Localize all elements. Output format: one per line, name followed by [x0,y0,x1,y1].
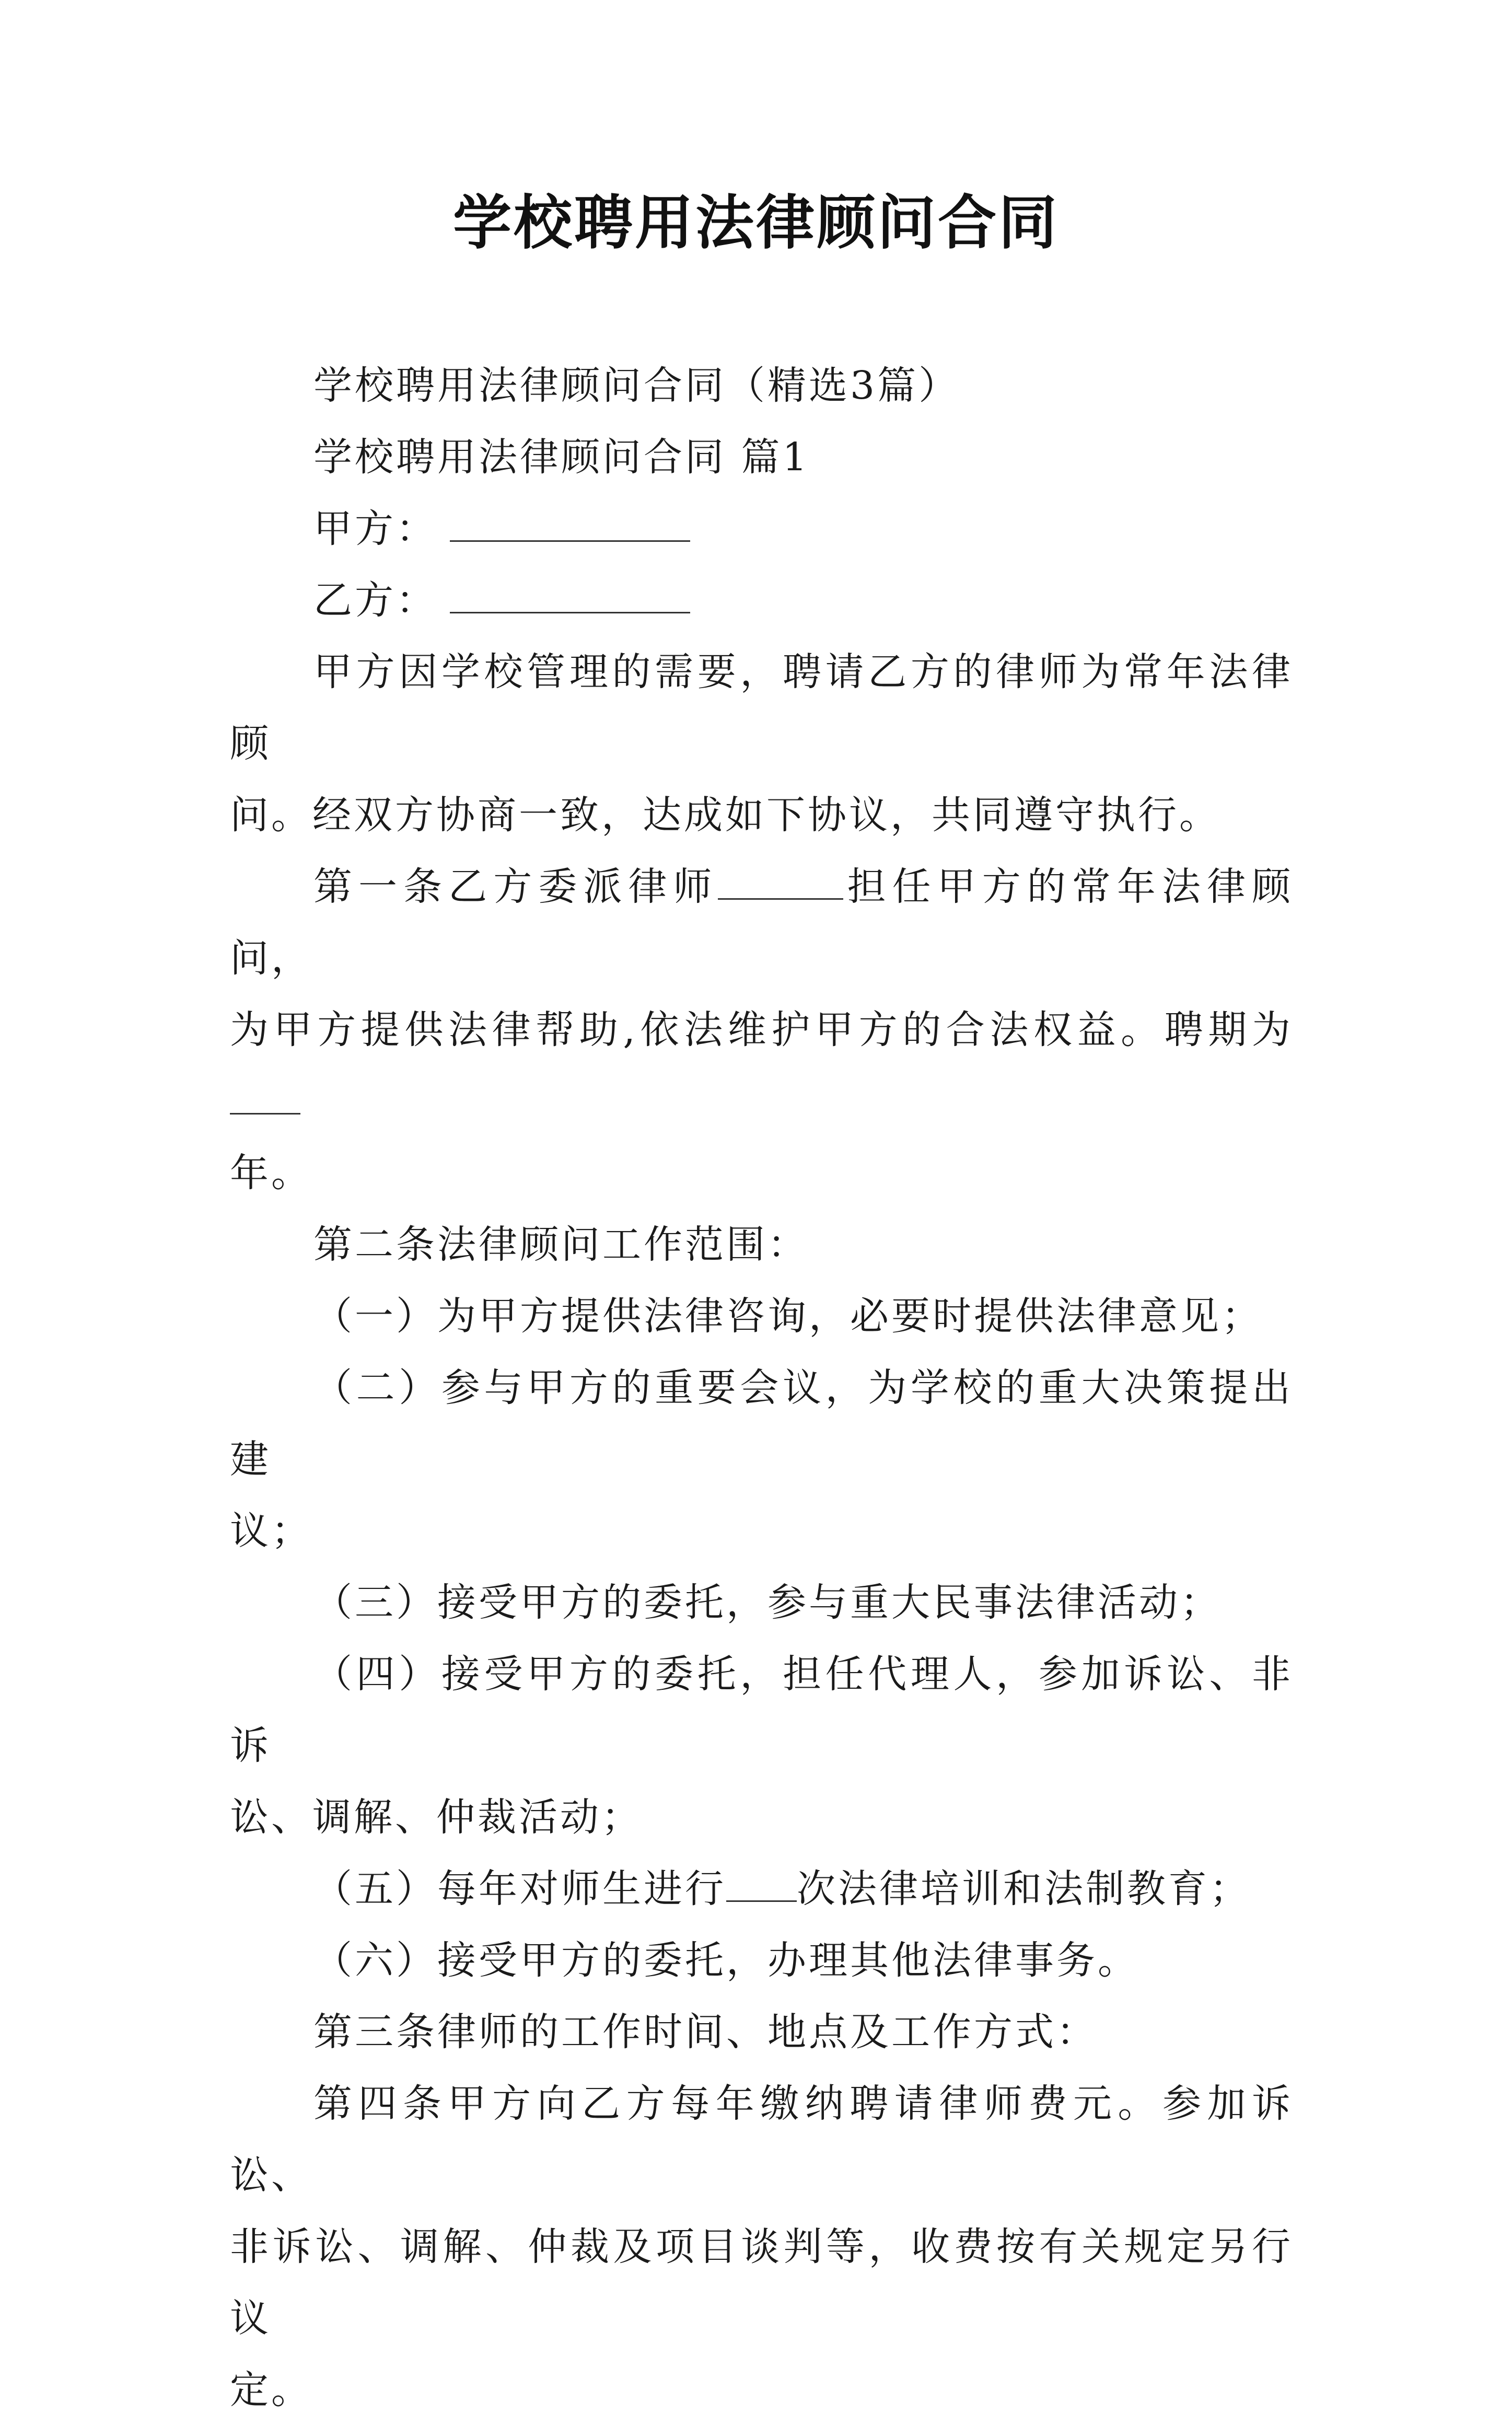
article1-line2 [230,994,1293,1137]
scope-item-5-text-a: （五）每年对师生进行 [313,1866,726,1911]
article3: 第三条律师的工作时间、地点及工作方式： [313,2010,1098,2054]
training-count-blank [726,1867,797,1902]
scope-item-3: （三）接受甲方的委托，参与重大民事法律活动； [313,1580,1222,1625]
scope-item-2-line1: （二）参与甲方的重要会议，为学校的重大决策提出建 [230,1365,1293,1482]
scope-item-1: （一）为甲方提供法律咨询，必要时提供法律意见； [313,1294,1263,1339]
document-body [230,350,1293,2426]
party-b-label: 乙方： [313,578,437,623]
scope-item-4-line2: 讼、调解、仲裁活动； [230,1795,643,1840]
party-a-blank [450,507,690,542]
article1-line1 [230,851,1293,994]
article4-line1: 第四条甲方向乙方每年缴纳聘请律师费元。参加诉讼、 [230,2081,1293,2198]
lawyer-name-blank [718,865,843,900]
scope-item-6: （六）接受甲方的委托，办理其他法律事务。 [313,1938,1139,1983]
article4-line3: 定。 [230,2367,312,2412]
article4-line2: 非诉讼、调解、仲裁及项目谈判等，收费按有关规定另行议 [230,2224,1293,2341]
scope-item-2-line2: 议； [230,1508,312,1553]
intro-paragraph-line2: 问。经双方协商一致，达成如下协议，共同遵守执行。 [230,793,1220,838]
article1-text-a: 第一条乙方委派律师 [313,864,718,909]
document-subtitle: 学校聘用法律顾问合同（精选3篇） [313,363,960,408]
scope-item-5 [230,1853,1293,1925]
party-b-blank [450,579,690,613]
article1-text-c: 为甲方提供法律帮助,依法维护甲方的合法权益。聘期为 [230,1007,1293,1052]
intro-paragraph-line1: 甲方因学校管理的需要，聘请乙方的律师为常年法律顾 [230,649,1293,766]
scope-item-5-text-b: 次法律培训和法制教育； [797,1866,1251,1911]
term-years-blank [230,1080,300,1115]
document-title: 学校聘用法律顾问合同 [453,189,1059,257]
article2-heading: 第二条法律顾问工作范围： [313,1222,809,1267]
section-heading: 学校聘用法律顾问合同 篇1 [313,435,810,480]
party-a-line [230,493,1293,565]
party-a-label: 甲方： [313,506,437,551]
article1-line3: 年。 [230,1151,312,1195]
party-b-line [230,565,1293,636]
scope-item-4-line1: （四）接受甲方的委托，担任代理人，参加诉讼、非诉 [230,1652,1293,1768]
article1-text-b: 担任甲方的常年法律顾问， [230,864,1294,981]
